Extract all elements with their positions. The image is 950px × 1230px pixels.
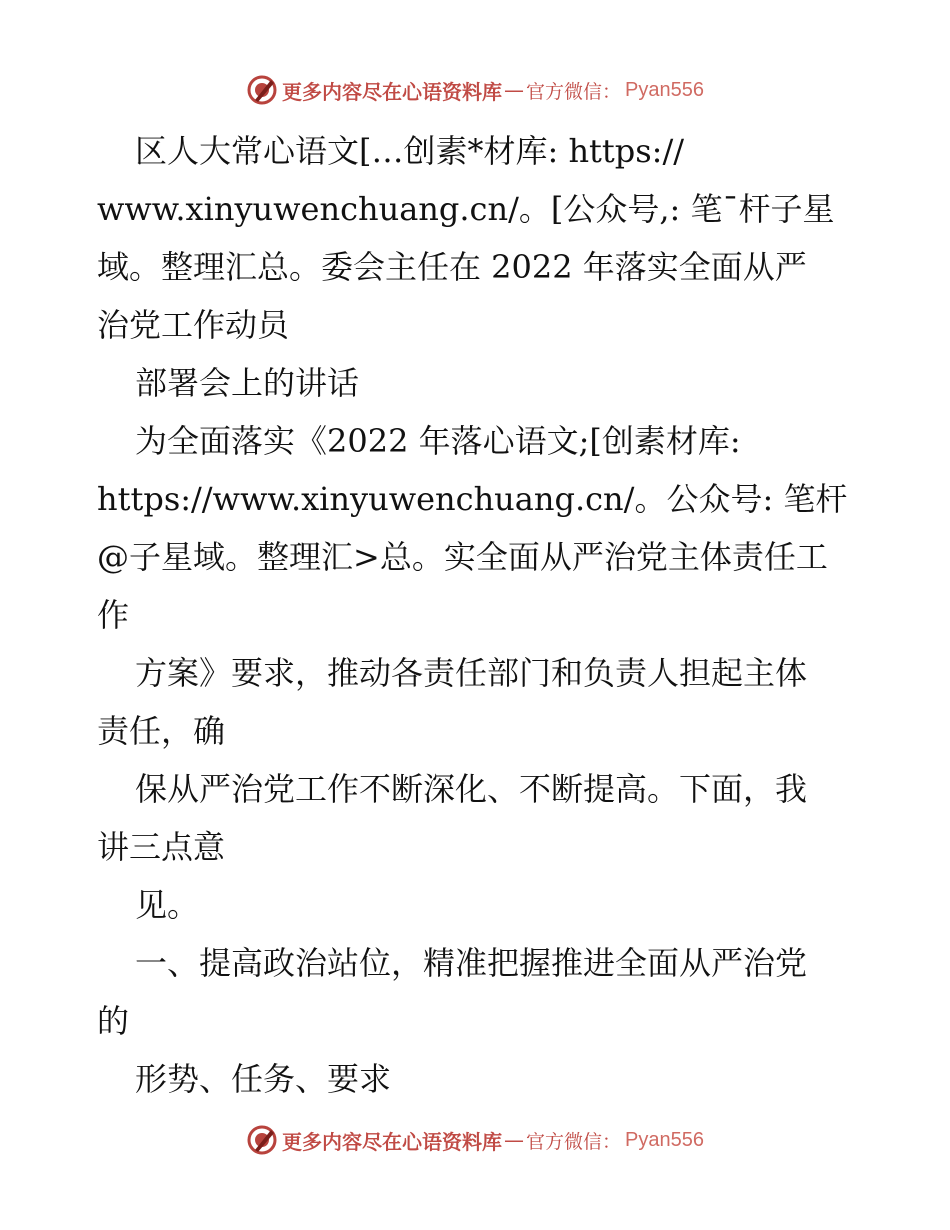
text-line: 为全面落实《2022 年落心语文;[创素材库: [135,422,741,460]
text-line: 见。 [135,886,200,924]
banner-wechat-id: Pyan556 [625,78,704,101]
banner-wechat-label: 官方微信： [526,80,622,103]
text-line: 作 [97,596,130,634]
text-line: @子星域。整理汇>总。实全面从严治党主体责任工 [97,538,828,576]
text-line: 责任，确 [97,712,226,750]
banner-wechat-label: 官方微信： [526,1130,622,1153]
banner-dash: — [504,1128,524,1152]
banner-wechat-id: Pyan556 [625,1128,704,1151]
banner-dash: — [504,78,524,102]
text-line: www.xinyuwenchuang.cn/。[公众号,: 笔¯杆子星 [97,190,835,228]
text-line: 保从严治党工作不断深化、不断提高。下面，我 [135,770,808,808]
text-line: 的 [97,1002,130,1040]
text-line: https://www.xinyuwenchuang.cn/。公众号: 笔杆 [97,480,848,518]
text-line: 一、提高政治站位，精准把握推进全面从严治党 [135,944,808,982]
text-line: 方案》要求，推动各责任部门和负责人担起主体 [135,654,808,692]
text-line: 区人大常心语文[…创素*材库: https:// [135,132,685,170]
footer-banner [0,1120,950,1160]
text-line: 形势、任务、要求 [135,1060,392,1098]
header-banner [0,70,950,110]
text-line: 讲三点意 [97,828,226,866]
document-body [97,122,857,1108]
text-line: 治党工作动员 [97,306,290,344]
banner-title: 更多内容尽在心语资料库 [282,79,502,104]
pen-logo-icon [246,74,278,106]
pen-logo-icon [246,1124,278,1156]
text-line: 域。整理汇总。委会主任在 2022 年落实全面从严 [97,248,807,286]
text-line: 部署会上的讲话 [135,364,360,402]
banner-title: 更多内容尽在心语资料库 [282,1129,502,1154]
